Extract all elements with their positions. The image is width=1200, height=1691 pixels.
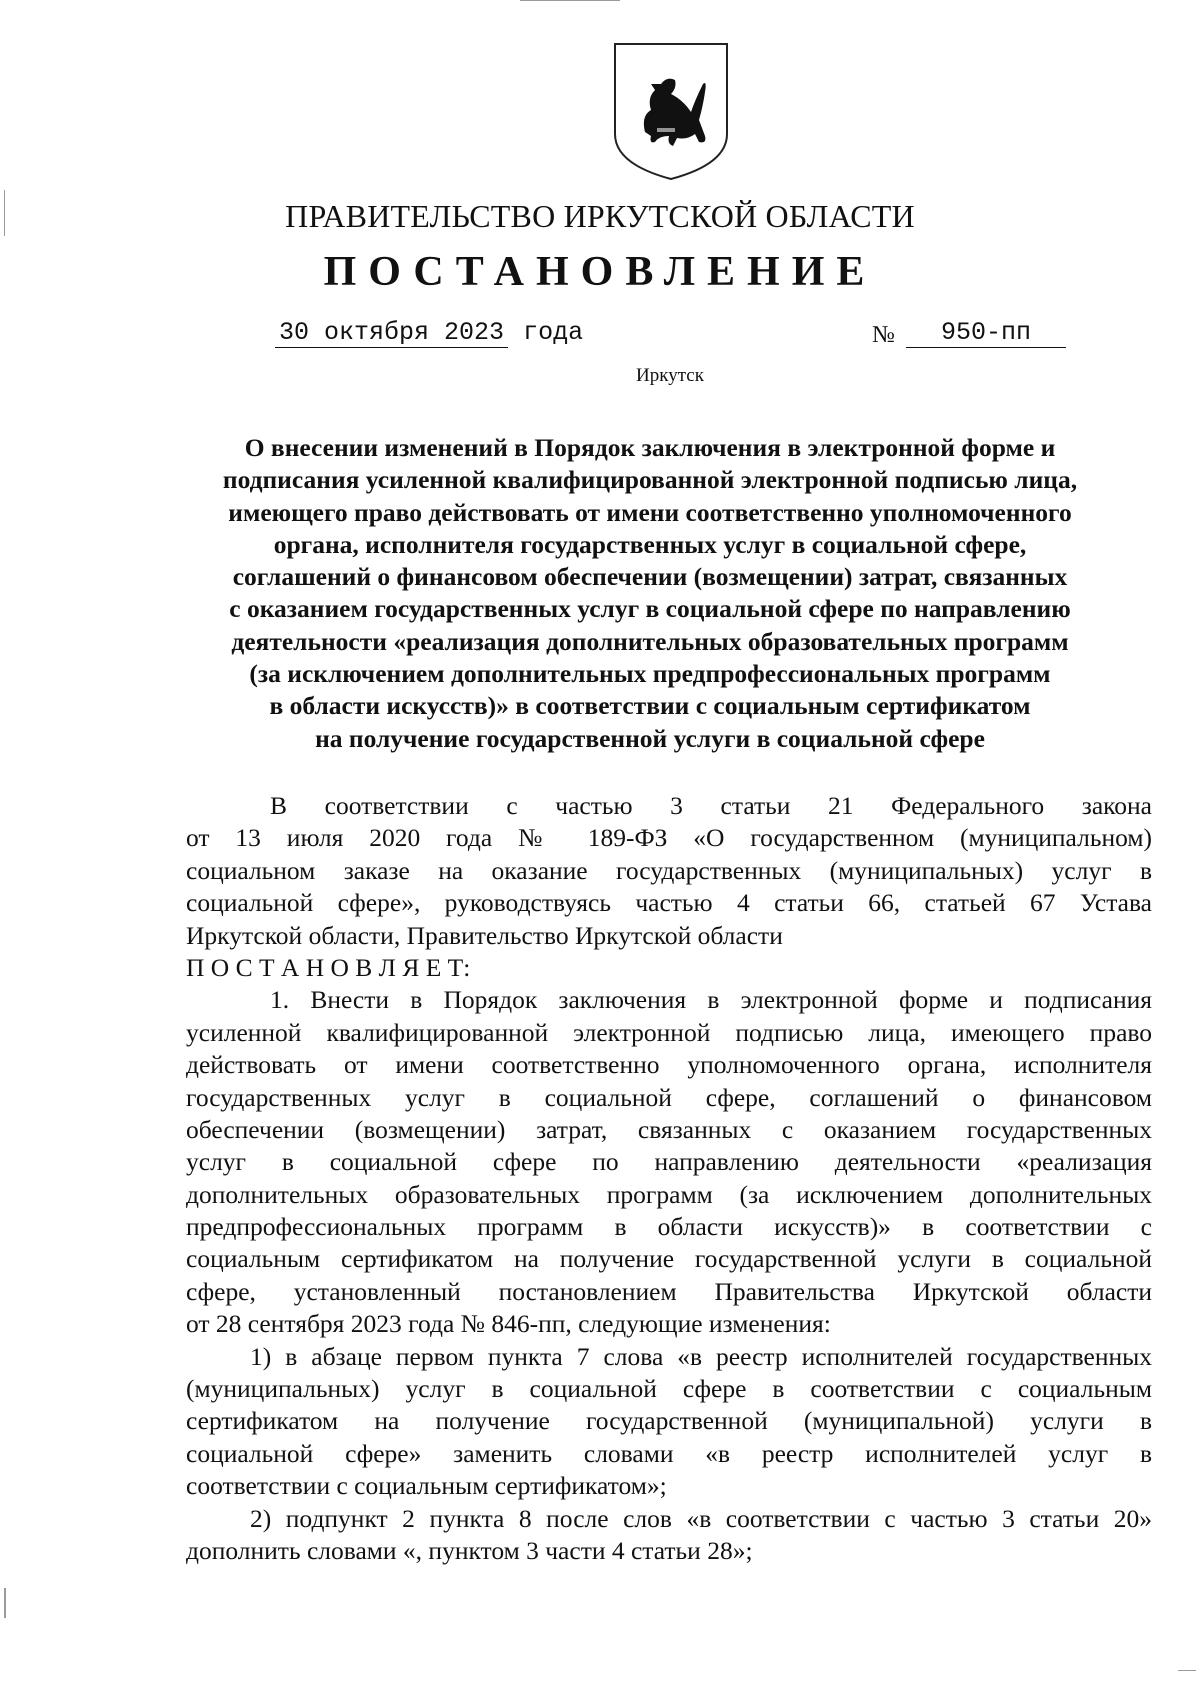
decree-number-label: №: [872, 322, 895, 348]
body-line: предпрофессиональных программ в области искусств)» в соответствии с: [186, 1212, 1152, 1242]
body-line: П О С Т А Н О В Л Я Е Т:: [186, 952, 471, 982]
body-line: 1) в абзаце первом пункта 7 слова «в реестр исполнителей государственных: [250, 1341, 1152, 1371]
scan-edge-mark: [4, 1588, 6, 1618]
body-line: Иркутской области, Правительство Иркутской области: [186, 920, 783, 950]
title-line: на получение государственной услуги в социальной сфере: [315, 723, 985, 753]
body-line: действовать от имени соответственно уполномоченного органа, исполнителя: [186, 1050, 1152, 1080]
body-line: услуг в социальной сфере по направлению деятельности «реализация: [186, 1147, 1152, 1177]
title-line: органа, исполнителя государственных услуг в социальной сфере,: [273, 529, 1027, 559]
body-line: сертификатом на получение государственной (муниципальной) услуги в: [186, 1406, 1152, 1436]
scan-edge-mark: [520, 0, 620, 1]
decree-body: [186, 790, 1152, 1567]
document-type: ПОСТАНОВЛЕНИЕ: [323, 249, 877, 295]
body-line: дополнить словами «, пунктом 3 части 4 статьи 28»;: [186, 1535, 753, 1565]
body-line: социальным сертификатом на получение государственной услуги в социальной: [186, 1244, 1152, 1274]
body-line: 1. Внести в Порядок заключения в электронной форме и подписания: [270, 985, 1152, 1015]
title-line: подписания усиленной квалифицированной электронной подписью лица,: [222, 465, 1078, 495]
decree-date-row: [275, 318, 583, 348]
body-line: социальной сфере» заменить словами «в реестр исполнителей услуг в: [186, 1438, 1152, 1468]
body-line: государственных услуг в социальной сфере, соглашений о финансовом: [186, 1082, 1152, 1112]
government-name: ПРАВИТЕЛЬСТВО ИРКУТСКОЙ ОБЛАСТИ: [285, 198, 915, 234]
scan-edge-mark: [1178, 1670, 1196, 1671]
title-line: (за исключением дополнительных предпрофессиональных программ: [249, 659, 1051, 689]
body-line: В соответствии с частью 3 статьи 21 Федерального закона: [270, 791, 1152, 820]
body-line: сфере, установленный постановлением Правительства Иркутской области: [186, 1276, 1152, 1306]
coat-of-arms-icon: [611, 40, 731, 182]
body-line: усиленной квалифицированной электронной подписью лица, имеющего право: [186, 1017, 1152, 1047]
decree-date-suffix: года: [523, 318, 584, 347]
body-line: от 13 июля 2020 года № 189-ФЗ «О государственном (муниципальном): [186, 823, 1152, 853]
title-line: в области искусств)» в соответствии с социальным сертификатом: [269, 691, 1031, 721]
title-line: с оказанием государственных услуг в социальной сфере по направлению: [229, 594, 1071, 624]
decree-date: 30 октября 2023: [275, 318, 508, 348]
body-line: социальном заказе на оказание государственных (муниципальных) услуг в: [186, 855, 1152, 885]
body-line: социальной сфере», руководствуясь частью 4 статьи 66, статьей 67 Устава: [186, 888, 1152, 918]
body-line: обеспечении (возмещении) затрат, связанных с оказанием государственных: [186, 1114, 1152, 1144]
city-name: Иркутск: [636, 365, 704, 386]
body-line: соответствии с социальным сертификатом»;: [186, 1471, 667, 1501]
body-line: (муниципальных) услуг в социальной сфере в соответствии с социальным: [186, 1374, 1152, 1404]
body-line: от 28 сентября 2023 года № 846-пп, следующие изменения:: [186, 1309, 831, 1339]
title-line: имеющего право действовать от имени соответственно уполномоченного: [228, 497, 1072, 527]
title-line: соглашений о финансовом обеспечении (возмещении) затрат, связанных: [232, 562, 1068, 592]
body-line: дополнительных образовательных программ (за исключением дополнительных: [186, 1179, 1152, 1209]
title-line: деятельности «реализация дополнительных образовательных программ: [231, 626, 1069, 656]
decree-number: 950-пп: [906, 318, 1066, 348]
title-line: О внесении изменений в Порядок заключения в электронной форме и: [244, 433, 1056, 462]
decree-title: [180, 432, 1120, 755]
body-line: 2) подпункт 2 пункта 8 после слов «в соответствии с частью 3 статьи 20»: [250, 1503, 1152, 1533]
